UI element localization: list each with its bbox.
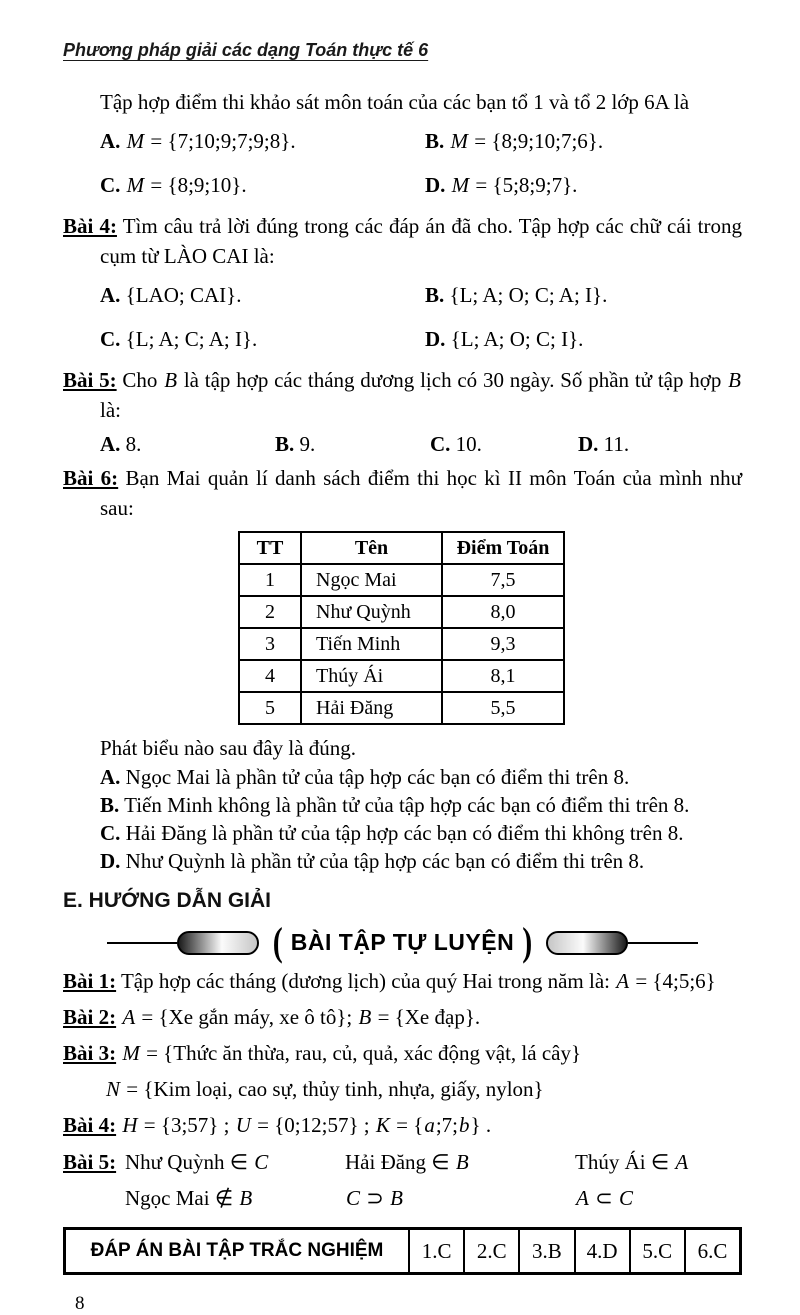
math-text: = {Xe đạp}. — [372, 1005, 481, 1029]
option-label: B. — [275, 432, 295, 456]
question6-statement-intro: Phát biểu nào sau đây là đúng. — [100, 736, 357, 760]
answer-option — [425, 125, 742, 157]
math-variable: M — [451, 173, 470, 197]
math-text: ⊃ — [361, 1186, 390, 1210]
solution-bai5-row2-spacer — [63, 1183, 125, 1213]
answer-cell: 4.D — [574, 1230, 629, 1272]
table-cell: 7,5 — [442, 564, 564, 596]
question6-text — [63, 463, 742, 523]
statement-line — [100, 763, 742, 791]
math-variable: M — [122, 1041, 140, 1065]
answer-cell: 5.C — [629, 1230, 684, 1272]
math-text: {L; A; O; C; I}. — [450, 327, 584, 351]
solution-bai3-label: Bài 3: — [63, 1041, 117, 1065]
solution-bai1 — [63, 966, 742, 997]
question5-label: Bài 5: — [63, 368, 117, 392]
option-label: D. — [578, 432, 599, 456]
statement-label: A. — [100, 765, 121, 789]
table-header-cell: TT — [239, 532, 301, 564]
table-cell: Thúy Ái — [301, 660, 442, 692]
score-table — [238, 531, 565, 725]
answer-option — [100, 125, 425, 157]
option-label: A. — [100, 129, 121, 153]
math-variable: C — [346, 1186, 361, 1210]
statement-text: Tiến Minh không là phần tử của tập hợp các bạn có điểm thi trên 8. — [119, 793, 690, 817]
math-variable: C — [618, 1186, 633, 1210]
math-text: {L; A; O; C; A; I}. — [449, 283, 608, 307]
math-variable: A — [675, 1150, 689, 1174]
math-text: = {4;5;6} — [630, 969, 716, 993]
option-label: D. — [425, 173, 446, 197]
statement-line — [100, 791, 742, 819]
solution-bai2-math — [116, 1005, 480, 1029]
math-text: Ngọc Mai ∉ — [125, 1186, 239, 1210]
banner-right-capsule-icon — [546, 931, 628, 955]
answer-key-title: ĐÁP ÁN BÀI TẬP TRẮC NGHIỆM — [90, 1240, 384, 1261]
answer-option — [425, 323, 742, 355]
solution-bai3-math — [116, 1041, 581, 1065]
answer-cell: 3.B — [518, 1230, 573, 1272]
option-label: A. — [100, 283, 121, 307]
table-row — [239, 692, 564, 724]
math-text: = {Xe gắn máy, xe ô tô}; — [136, 1005, 358, 1029]
math-variable: N — [106, 1077, 121, 1101]
banner-left-rule — [107, 942, 177, 944]
answer-cell: 6.C — [684, 1230, 739, 1272]
table-cell: Tiến Minh — [301, 628, 442, 660]
math-text: = {Thức ăn thừa, rau, củ, quả, xác động vật, lá cây} — [140, 1041, 582, 1065]
math-text: = {3;57} ; — [138, 1113, 235, 1137]
solution-bai1-label: Bài 1: — [63, 969, 117, 993]
answer-option — [578, 429, 742, 459]
answer-option — [100, 429, 275, 459]
table-cell: Hải Đăng — [301, 692, 442, 724]
option-label: B. — [425, 129, 445, 153]
option-value — [126, 283, 242, 307]
statement-label: D. — [100, 849, 121, 873]
table-cell: Như Quỳnh — [301, 596, 442, 628]
math-text: = {8;9;10;7;6}. — [469, 129, 604, 153]
statement-line — [100, 819, 742, 847]
math-text: ;7; — [435, 1113, 458, 1137]
math-text: 9. — [299, 432, 316, 456]
question6-label: Bài 6: — [63, 466, 119, 490]
answer-cell: 2.C — [463, 1230, 518, 1272]
option-value — [126, 173, 247, 197]
banner-close-paren-icon: ) — [522, 919, 533, 965]
table-row — [239, 564, 564, 596]
question5-text — [63, 365, 742, 425]
solution-bai5-row1 — [63, 1147, 742, 1177]
relation-cell — [575, 1183, 742, 1213]
math-text: = {7;10;9;7;9;8}. — [145, 129, 296, 153]
table-cell: 2 — [239, 596, 301, 628]
table-cell: 3 — [239, 628, 301, 660]
math-variable: b — [459, 1113, 470, 1137]
math-text: = {0;12;57} ; — [251, 1113, 375, 1137]
math-text: = { — [390, 1113, 424, 1137]
math-text: Tập hợp các tháng (dương lịch) của quý Hai trong năm là: — [116, 969, 616, 993]
banner-left-capsule-icon — [177, 931, 259, 955]
math-text: Thúy Ái ∈ — [575, 1150, 675, 1174]
section-e-heading: E. HƯỚNG DẪN GIẢI — [63, 889, 272, 912]
math-text: 8. — [125, 432, 142, 456]
solution-bai1-math — [116, 969, 716, 993]
math-text: {LAO; CAI}. — [125, 283, 242, 307]
question4-label: Bài 4: — [63, 214, 117, 238]
option-value — [450, 283, 608, 307]
question6-statements — [63, 763, 742, 875]
table-cell: 8,1 — [442, 660, 564, 692]
option-label: C. — [430, 432, 451, 456]
solution-bai5-label: Bài 5: — [63, 1150, 117, 1174]
answer-option — [430, 429, 578, 459]
solution-bai4-math — [116, 1113, 491, 1137]
table-cell: 9,3 — [442, 628, 564, 660]
option-label: B. — [425, 283, 445, 307]
relation-cell — [345, 1183, 575, 1213]
math-text: = {5;8;9;7}. — [470, 173, 578, 197]
answer-key-table — [63, 1227, 742, 1275]
table-cell: 5 — [239, 692, 301, 724]
math-variable: B — [728, 368, 741, 392]
answer-option — [275, 429, 430, 459]
math-text: Hải Đăng ∈ — [345, 1150, 455, 1174]
option-value — [126, 432, 142, 456]
option-value — [126, 327, 258, 351]
math-variable: A — [576, 1186, 589, 1210]
question3-intro: Tập hợp điểm thi khảo sát môn toán của các bạn tổ 1 và tổ 2 lớp 6A là — [100, 90, 690, 114]
table-cell: Ngọc Mai — [301, 564, 442, 596]
solution-bai2-label: Bài 2: — [63, 1005, 117, 1029]
math-text: = {8;9;10}. — [145, 173, 247, 197]
math-variable: B — [455, 1150, 469, 1174]
question3-options — [100, 125, 742, 201]
solution-bai3-line2 — [105, 1074, 742, 1105]
table-header-cell: Điểm Toán — [442, 532, 564, 564]
math-variable: B — [239, 1186, 253, 1210]
math-text: {L; A; C; A; I}. — [125, 327, 258, 351]
math-variable: K — [375, 1113, 390, 1137]
math-variable: A — [616, 969, 630, 993]
option-value — [450, 129, 604, 153]
score-table-head — [239, 532, 564, 564]
relation-cell — [125, 1183, 345, 1213]
solution-bai5-row2 — [63, 1183, 742, 1213]
option-value — [300, 432, 316, 456]
math-text: } . — [470, 1113, 492, 1137]
statement-text: Hải Đăng là phần tử của tập hợp các bạn có điểm thi không trên 8. — [120, 821, 684, 845]
table-header-cell: Tên — [301, 532, 442, 564]
math-text: 11. — [603, 432, 630, 456]
relation-cell — [125, 1147, 345, 1177]
question4-body: Tìm câu trả lời đúng trong các đáp án đã cho. Tập hợp các chữ cái trong cụm từ LÀO CAI là: — [100, 214, 742, 268]
option-label: A. — [100, 432, 121, 456]
math-variable: H — [122, 1113, 138, 1137]
score-table-body — [239, 564, 564, 724]
question4-options — [100, 279, 742, 355]
math-variable: C — [254, 1150, 269, 1174]
option-label: C. — [100, 173, 121, 197]
statement-text: Như Quỳnh là phần tử của tập hợp các bạn có điểm thi trên 8. — [120, 849, 645, 873]
math-text: Như Quỳnh ∈ — [125, 1150, 254, 1174]
question5-options — [100, 429, 742, 459]
math-variable: M — [126, 129, 145, 153]
math-variable: a — [424, 1113, 435, 1137]
answer-option — [425, 169, 742, 201]
answer-option — [425, 279, 742, 311]
math-variable: B — [358, 1005, 372, 1029]
practice-banner — [93, 919, 712, 965]
banner-title: BÀI TẬP TỰ LUYỆN — [290, 929, 515, 955]
math-variable: B — [390, 1186, 403, 1210]
table-row — [239, 628, 564, 660]
book-title-header: Phương pháp giải các dạng Toán thực tế 6 — [63, 40, 429, 60]
answer-option — [100, 323, 425, 355]
table-cell: 5,5 — [442, 692, 564, 724]
math-text: ⊂ — [589, 1186, 618, 1210]
relation-cell — [345, 1147, 575, 1177]
option-value — [451, 173, 578, 197]
statement-label: B. — [100, 793, 120, 817]
math-text: 10. — [455, 432, 482, 456]
question5-body — [100, 368, 742, 422]
math-variable: M — [450, 129, 469, 153]
math-variable: B — [164, 368, 178, 392]
option-value — [604, 432, 629, 456]
solution-bai3 — [63, 1038, 742, 1069]
math-text: Cho — [116, 368, 164, 392]
score-table-header-row — [239, 532, 564, 564]
solution-bai2 — [63, 1002, 742, 1033]
question6-body: Bạn Mai quản lí danh sách điểm thi học kì II môn Toán của mình như sau: — [100, 466, 742, 520]
option-value — [126, 129, 296, 153]
table-row — [239, 660, 564, 692]
option-label: C. — [100, 327, 121, 351]
answer-option — [100, 279, 425, 311]
banner-open-paren-icon: ( — [272, 919, 283, 965]
option-value — [456, 432, 482, 456]
banner-right-rule — [628, 942, 698, 944]
math-variable: M — [126, 173, 145, 197]
answer-option — [100, 169, 425, 201]
page-number: 8 — [75, 1293, 85, 1314]
math-variable: U — [235, 1113, 251, 1137]
math-text: = {Kim loại, cao sự, thủy tinh, nhựa, giấy, nylon} — [121, 1077, 544, 1101]
option-value — [451, 327, 584, 351]
solution-bai4 — [63, 1110, 742, 1141]
statement-line — [100, 847, 742, 875]
answer-cell: 1.C — [408, 1230, 463, 1272]
table-row — [239, 596, 564, 628]
statement-label: C. — [100, 821, 121, 845]
math-variable: A — [122, 1005, 136, 1029]
math-text: là: — [100, 398, 121, 422]
option-label: D. — [425, 327, 446, 351]
solution-bai4-label: Bài 4: — [63, 1113, 117, 1137]
question4-text — [63, 211, 742, 271]
table-cell: 4 — [239, 660, 301, 692]
table-cell: 1 — [239, 564, 301, 596]
statement-text: Ngọc Mai là phần tử của tập hợp các bạn có điểm thi trên 8. — [120, 765, 630, 789]
relation-cell — [575, 1147, 742, 1177]
table-cell: 8,0 — [442, 596, 564, 628]
math-text: là tập hợp các tháng dương lịch có 30 ngày. Số phần tử tập hợp — [178, 368, 728, 392]
